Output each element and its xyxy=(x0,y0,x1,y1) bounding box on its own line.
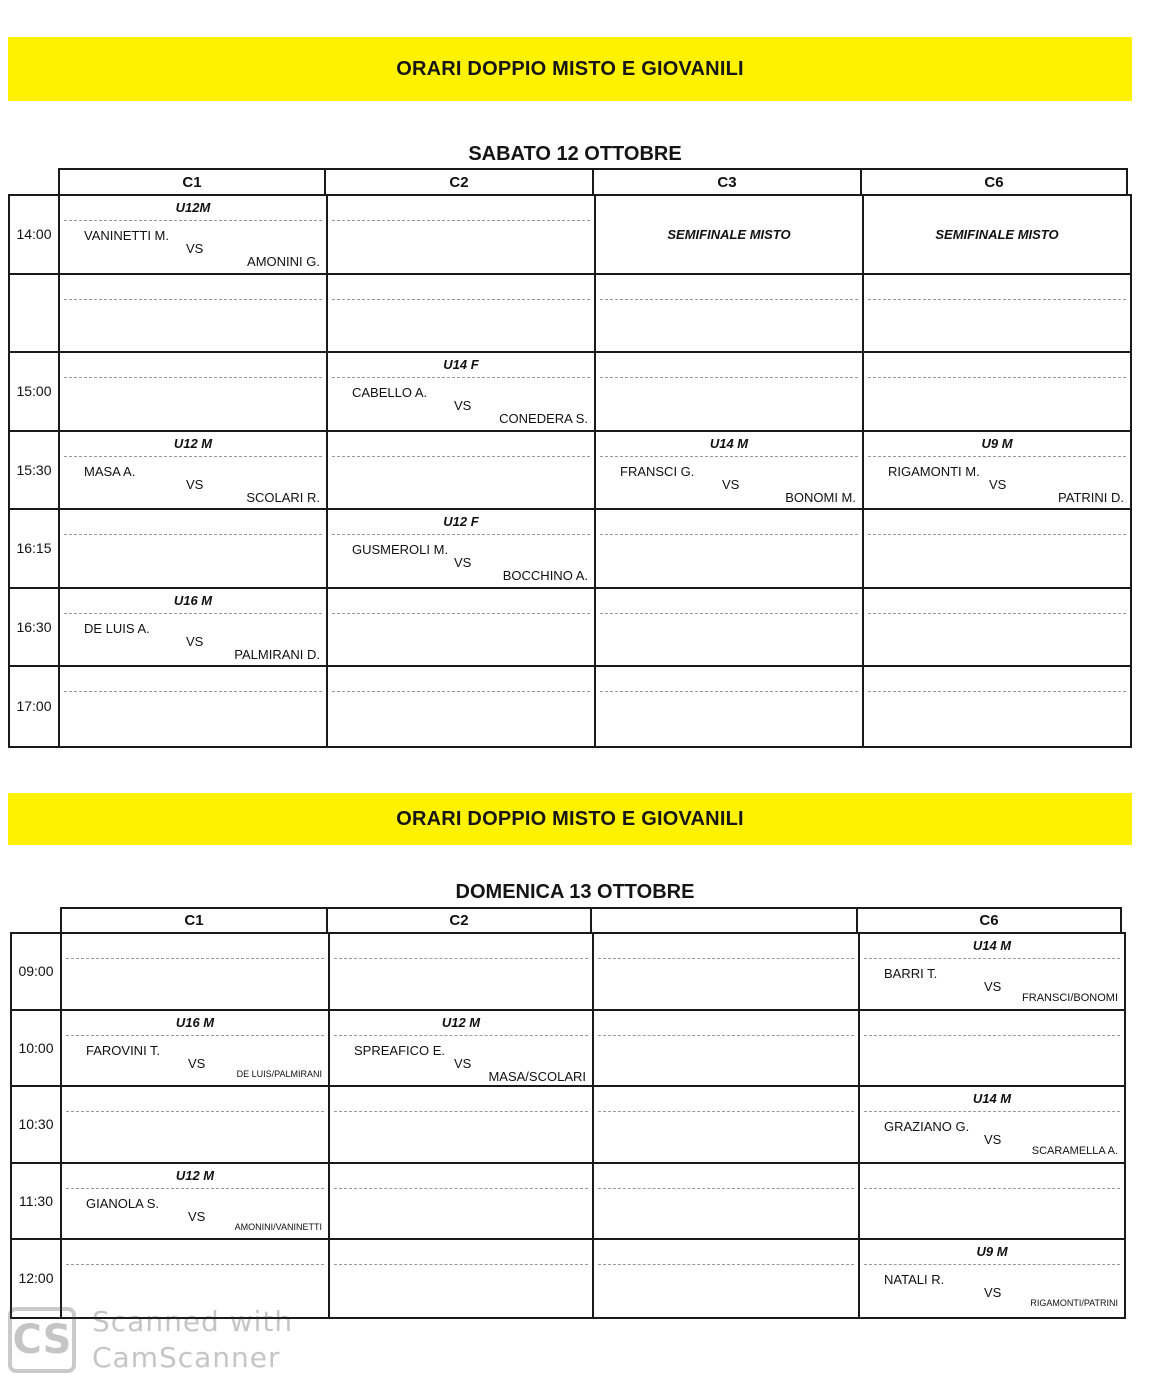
category-label: U12M xyxy=(175,200,211,215)
time-slot: 09:00 xyxy=(12,934,62,1009)
dashed-divider xyxy=(332,456,590,457)
dashed-divider xyxy=(868,534,1126,535)
dashed-divider xyxy=(864,1188,1120,1189)
match-note: SEMIFINALE MISTO xyxy=(667,226,791,242)
player-home: CABELLO A. xyxy=(352,385,428,400)
versus-label: VS xyxy=(188,1208,206,1224)
dashed-divider xyxy=(334,958,588,959)
banner-header-2 xyxy=(8,793,1132,845)
match-cell xyxy=(328,196,596,273)
versus-label: VS xyxy=(984,1285,1002,1300)
schedule-row xyxy=(12,1011,1124,1088)
column-header: C6 xyxy=(862,168,1128,196)
dashed-divider xyxy=(64,299,322,300)
match-cell xyxy=(864,353,1130,430)
versus-label: VS xyxy=(188,1055,206,1071)
dashed-divider xyxy=(600,534,858,535)
dashed-divider xyxy=(600,377,858,378)
player-home: GIANOLA S. xyxy=(86,1195,159,1211)
dashed-divider xyxy=(332,613,590,614)
match-cell xyxy=(60,432,328,509)
player-away: RIGAMONTI/PATRINI xyxy=(1030,1298,1118,1308)
dashed-divider xyxy=(66,958,324,959)
dashed-divider xyxy=(334,1264,588,1265)
match-cell xyxy=(596,196,864,273)
schedule-row xyxy=(12,934,1124,1011)
schedule-grid xyxy=(8,194,1132,748)
time-slot: 16:30 xyxy=(10,589,60,666)
category-label: U16 M xyxy=(175,1014,215,1030)
match-cell xyxy=(328,510,596,587)
column-header: C1 xyxy=(58,168,326,196)
dashed-divider xyxy=(332,299,590,300)
match-cell xyxy=(596,353,864,430)
schedule-grid xyxy=(10,932,1126,1319)
dashed-divider xyxy=(868,377,1126,378)
match-cell xyxy=(60,589,328,666)
schedule-row xyxy=(12,1164,1124,1241)
schedule-row xyxy=(10,353,1130,432)
match-cell xyxy=(60,196,328,273)
watermark-line2: CamScanner xyxy=(92,1341,281,1374)
dashed-divider xyxy=(868,456,1126,457)
match-note: SEMIFINALE MISTO xyxy=(935,226,1059,242)
match-cell xyxy=(864,589,1130,666)
banner-title: ORARI DOPPIO MISTO E GIOVANILI xyxy=(396,807,744,830)
match-cell xyxy=(594,1087,860,1162)
column-header: C2 xyxy=(326,168,594,196)
banner-title: ORARI DOPPIO MISTO E GIOVANILI xyxy=(396,57,744,80)
match-cell xyxy=(60,510,328,587)
match-cell xyxy=(62,934,330,1009)
match-cell xyxy=(594,1240,860,1317)
category-label: U16 M xyxy=(173,592,213,608)
dashed-divider xyxy=(64,456,322,457)
column-header xyxy=(592,907,858,934)
schedule-row xyxy=(10,196,1130,275)
match-cell xyxy=(860,934,1124,1009)
match-cell xyxy=(860,1087,1124,1162)
dashed-divider xyxy=(66,1188,324,1189)
match-cell xyxy=(328,432,596,509)
dashed-divider xyxy=(66,1111,324,1112)
match-cell xyxy=(596,275,864,352)
column-header: C3 xyxy=(594,168,862,196)
dashed-divider xyxy=(64,534,322,535)
match-cell xyxy=(594,1164,860,1239)
dashed-divider xyxy=(598,958,854,959)
versus-label: VS xyxy=(186,633,204,649)
schedule-row xyxy=(10,510,1130,589)
player-away: DE LUIS/PALMIRANI xyxy=(236,1068,322,1079)
match-cell xyxy=(864,196,1130,273)
match-cell xyxy=(62,1087,330,1162)
dashed-divider xyxy=(864,1111,1120,1112)
dashed-divider xyxy=(600,613,858,614)
dashed-divider xyxy=(864,1264,1120,1265)
player-away: SCARAMELLA A. xyxy=(1031,1145,1118,1157)
match-cell xyxy=(60,275,328,352)
versus-label: VS xyxy=(186,241,204,256)
player-away: AMONINI G. xyxy=(247,254,320,269)
match-cell xyxy=(596,589,864,666)
dashed-divider xyxy=(64,691,322,692)
dashed-divider xyxy=(598,1264,854,1265)
versus-label: VS xyxy=(984,1132,1002,1147)
time-slot: 15:00 xyxy=(10,353,60,430)
dashed-divider xyxy=(334,1035,588,1036)
day-title-sunday: DOMENICA 13 OTTOBRE xyxy=(455,881,695,903)
player-away: MASA/SCOLARI xyxy=(488,1068,586,1084)
match-cell xyxy=(860,1011,1124,1086)
category-label: U14 F xyxy=(443,357,479,372)
category-label: U9 M xyxy=(981,435,1013,451)
versus-label: VS xyxy=(186,476,204,492)
dashed-divider xyxy=(64,613,322,614)
match-cell xyxy=(62,1011,330,1086)
category-label: U12 M xyxy=(173,435,213,451)
match-cell xyxy=(60,353,328,430)
dashed-divider xyxy=(598,1035,854,1036)
match-cell xyxy=(328,667,596,746)
player-home: RIGAMONTI M. xyxy=(888,463,980,479)
match-cell xyxy=(864,667,1130,746)
match-cell xyxy=(328,589,596,666)
dashed-divider xyxy=(868,613,1126,614)
versus-label: VS xyxy=(454,398,472,413)
category-label: U14 M xyxy=(709,435,749,451)
versus-label: VS xyxy=(454,555,472,570)
camscanner-watermark xyxy=(8,1302,308,1378)
dashed-divider xyxy=(598,1111,854,1112)
versus-label: VS xyxy=(454,1055,472,1071)
dashed-divider xyxy=(864,958,1120,959)
time-slot: 15:30 xyxy=(10,432,60,509)
player-home: DE LUIS A. xyxy=(84,620,150,636)
time-slot: 11:30 xyxy=(12,1164,62,1239)
column-header: C6 xyxy=(858,907,1122,934)
schedule-row xyxy=(10,589,1130,668)
time-slot: 10:00 xyxy=(12,1011,62,1086)
time-slot: 10:30 xyxy=(12,1087,62,1162)
player-home: GRAZIANO G. xyxy=(884,1119,970,1134)
player-away: BONOMI M. xyxy=(785,489,856,505)
player-away: AMONINI/VANINETTI xyxy=(234,1221,322,1232)
match-cell xyxy=(864,275,1130,352)
player-home: SPREAFICO E. xyxy=(354,1042,446,1058)
match-cell xyxy=(594,934,860,1009)
dashed-divider xyxy=(334,1111,588,1112)
match-cell xyxy=(60,667,328,746)
match-cell xyxy=(860,1240,1124,1317)
dashed-divider xyxy=(600,299,858,300)
match-cell xyxy=(62,1164,330,1239)
schedule-row xyxy=(12,1087,1124,1164)
match-cell xyxy=(330,1164,594,1239)
match-cell xyxy=(596,667,864,746)
schedule-row xyxy=(10,667,1130,746)
category-label: U9 M xyxy=(976,1244,1008,1259)
time-slot: 14:00 xyxy=(10,196,60,273)
match-cell xyxy=(330,1087,594,1162)
dashed-divider xyxy=(598,1188,854,1189)
player-away: PALMIRANI D. xyxy=(234,646,320,662)
column-header: C2 xyxy=(328,907,592,934)
dashed-divider xyxy=(332,691,590,692)
player-home: FRANSCI G. xyxy=(620,463,695,479)
match-cell xyxy=(330,1011,594,1086)
category-label: U12 M xyxy=(175,1167,215,1183)
dashed-divider xyxy=(864,1035,1120,1036)
player-home: VANINETTI M. xyxy=(84,228,169,243)
category-label: U12 F xyxy=(443,514,479,529)
player-home: MASA A. xyxy=(84,463,136,479)
column-headers xyxy=(58,168,1128,196)
dashed-divider xyxy=(64,377,322,378)
camscanner-logo: CS xyxy=(8,1307,76,1373)
match-cell xyxy=(328,275,596,352)
player-away: BOCCHINO A. xyxy=(502,568,588,583)
dashed-divider xyxy=(66,1035,324,1036)
match-cell xyxy=(330,1240,594,1317)
player-away: PATRINI D. xyxy=(1058,489,1124,505)
match-cell xyxy=(328,353,596,430)
banner-header xyxy=(8,37,1132,101)
match-cell xyxy=(864,510,1130,587)
column-headers xyxy=(60,907,1122,934)
player-away: SCOLARI R. xyxy=(246,489,320,505)
versus-label: VS xyxy=(722,476,740,492)
dashed-divider xyxy=(332,220,590,221)
dashed-divider xyxy=(868,299,1126,300)
player-home: NATALI R. xyxy=(884,1272,945,1287)
dashed-divider xyxy=(66,1264,324,1265)
dashed-divider xyxy=(332,377,590,378)
player-home: BARRI T. xyxy=(884,966,938,981)
category-label: U14 M xyxy=(972,1091,1012,1106)
schedule-row xyxy=(10,275,1130,354)
match-cell xyxy=(596,432,864,509)
time-slot: 16:15 xyxy=(10,510,60,587)
player-away: CONEDERA S. xyxy=(499,411,588,426)
time-slot: 17:00 xyxy=(10,667,60,746)
player-away: FRANSCI/BONOMI xyxy=(1022,992,1118,1004)
player-home: GUSMEROLI M. xyxy=(352,542,449,557)
dashed-divider xyxy=(332,534,590,535)
match-cell xyxy=(860,1164,1124,1239)
schedule-row xyxy=(10,432,1130,511)
column-header: C1 xyxy=(60,907,328,934)
match-cell xyxy=(596,510,864,587)
dashed-divider xyxy=(600,456,858,457)
versus-label: VS xyxy=(984,979,1002,994)
match-cell xyxy=(330,934,594,1009)
category-label: U14 M xyxy=(972,938,1012,953)
watermark-line1: Scanned with xyxy=(92,1305,294,1338)
dashed-divider xyxy=(868,691,1126,692)
dashed-divider xyxy=(334,1188,588,1189)
dashed-divider xyxy=(600,691,858,692)
match-cell xyxy=(864,432,1130,509)
versus-label: VS xyxy=(989,476,1007,492)
category-label: U12 M xyxy=(441,1014,481,1030)
dashed-divider xyxy=(64,220,322,221)
time-slot xyxy=(10,275,60,352)
day-title-saturday: SABATO 12 OTTOBRE xyxy=(468,143,682,165)
player-home: FAROVINI T. xyxy=(86,1042,161,1058)
time-slot: 12:00 xyxy=(12,1240,62,1317)
match-cell xyxy=(594,1011,860,1086)
